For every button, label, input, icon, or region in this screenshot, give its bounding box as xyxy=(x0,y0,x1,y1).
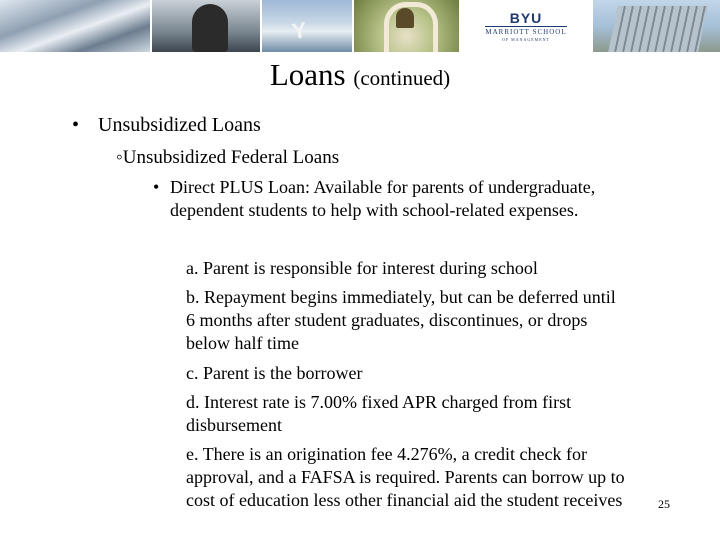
building-image xyxy=(608,6,708,52)
page-number: 25 xyxy=(658,497,670,511)
list-item: a. Parent is responsible for interest during school xyxy=(186,258,538,278)
banner-photo-bell xyxy=(354,0,459,52)
list-item: d. Interest rate is 7.00% fixed APR charged from first disbursement xyxy=(186,392,572,435)
bell-image xyxy=(396,8,414,28)
bullet-level-3-text: Direct PLUS Loan: Available for parents of undergraduate, dependent students to help with school-related expenses. xyxy=(170,177,596,220)
bullet-level-1 xyxy=(72,114,261,137)
byu-marriott-logo xyxy=(461,0,591,52)
statue-image xyxy=(192,4,228,52)
logo-school-text: MARRIOTT SCHOOL xyxy=(485,27,567,36)
mountain-y-image: Y xyxy=(290,17,309,44)
slide-title-suffix: (continued) xyxy=(353,66,451,90)
bullet-level-1-text: Unsubsidized Loans xyxy=(98,114,261,136)
circle-bullet-icon: ◦ xyxy=(116,147,123,168)
bullet-level-3 xyxy=(153,176,610,222)
banner-photo-building xyxy=(593,0,720,52)
banner-photo-statue xyxy=(152,0,260,52)
bullet-icon: • xyxy=(72,114,80,136)
bullet-icon: • xyxy=(153,177,160,197)
logo-sub-text: OF MANAGEMENT xyxy=(502,36,550,42)
logo-byu-text: BYU xyxy=(509,9,543,26)
list-item: c. Parent is the borrower xyxy=(186,363,363,383)
banner-photo-abstract xyxy=(0,0,150,52)
bullet-level-2 xyxy=(116,146,339,169)
slide-title xyxy=(0,57,720,96)
slide-title-main: Loans xyxy=(269,57,346,92)
header-banner xyxy=(0,0,720,52)
list-item: b. Repayment begins immediately, but can be deferred until 6 months after student graduates, discontinues, or drops below half time xyxy=(186,287,616,353)
banner-photo-mountain xyxy=(262,0,352,52)
bullet-level-2-text: Unsubsidized Federal Loans xyxy=(122,147,340,168)
list-item: e. There is an origination fee 4.276%, a credit check for approval, and a FAFSA is required. Parents can borrow up to cost of education less other financial aid the student receives xyxy=(186,444,625,510)
